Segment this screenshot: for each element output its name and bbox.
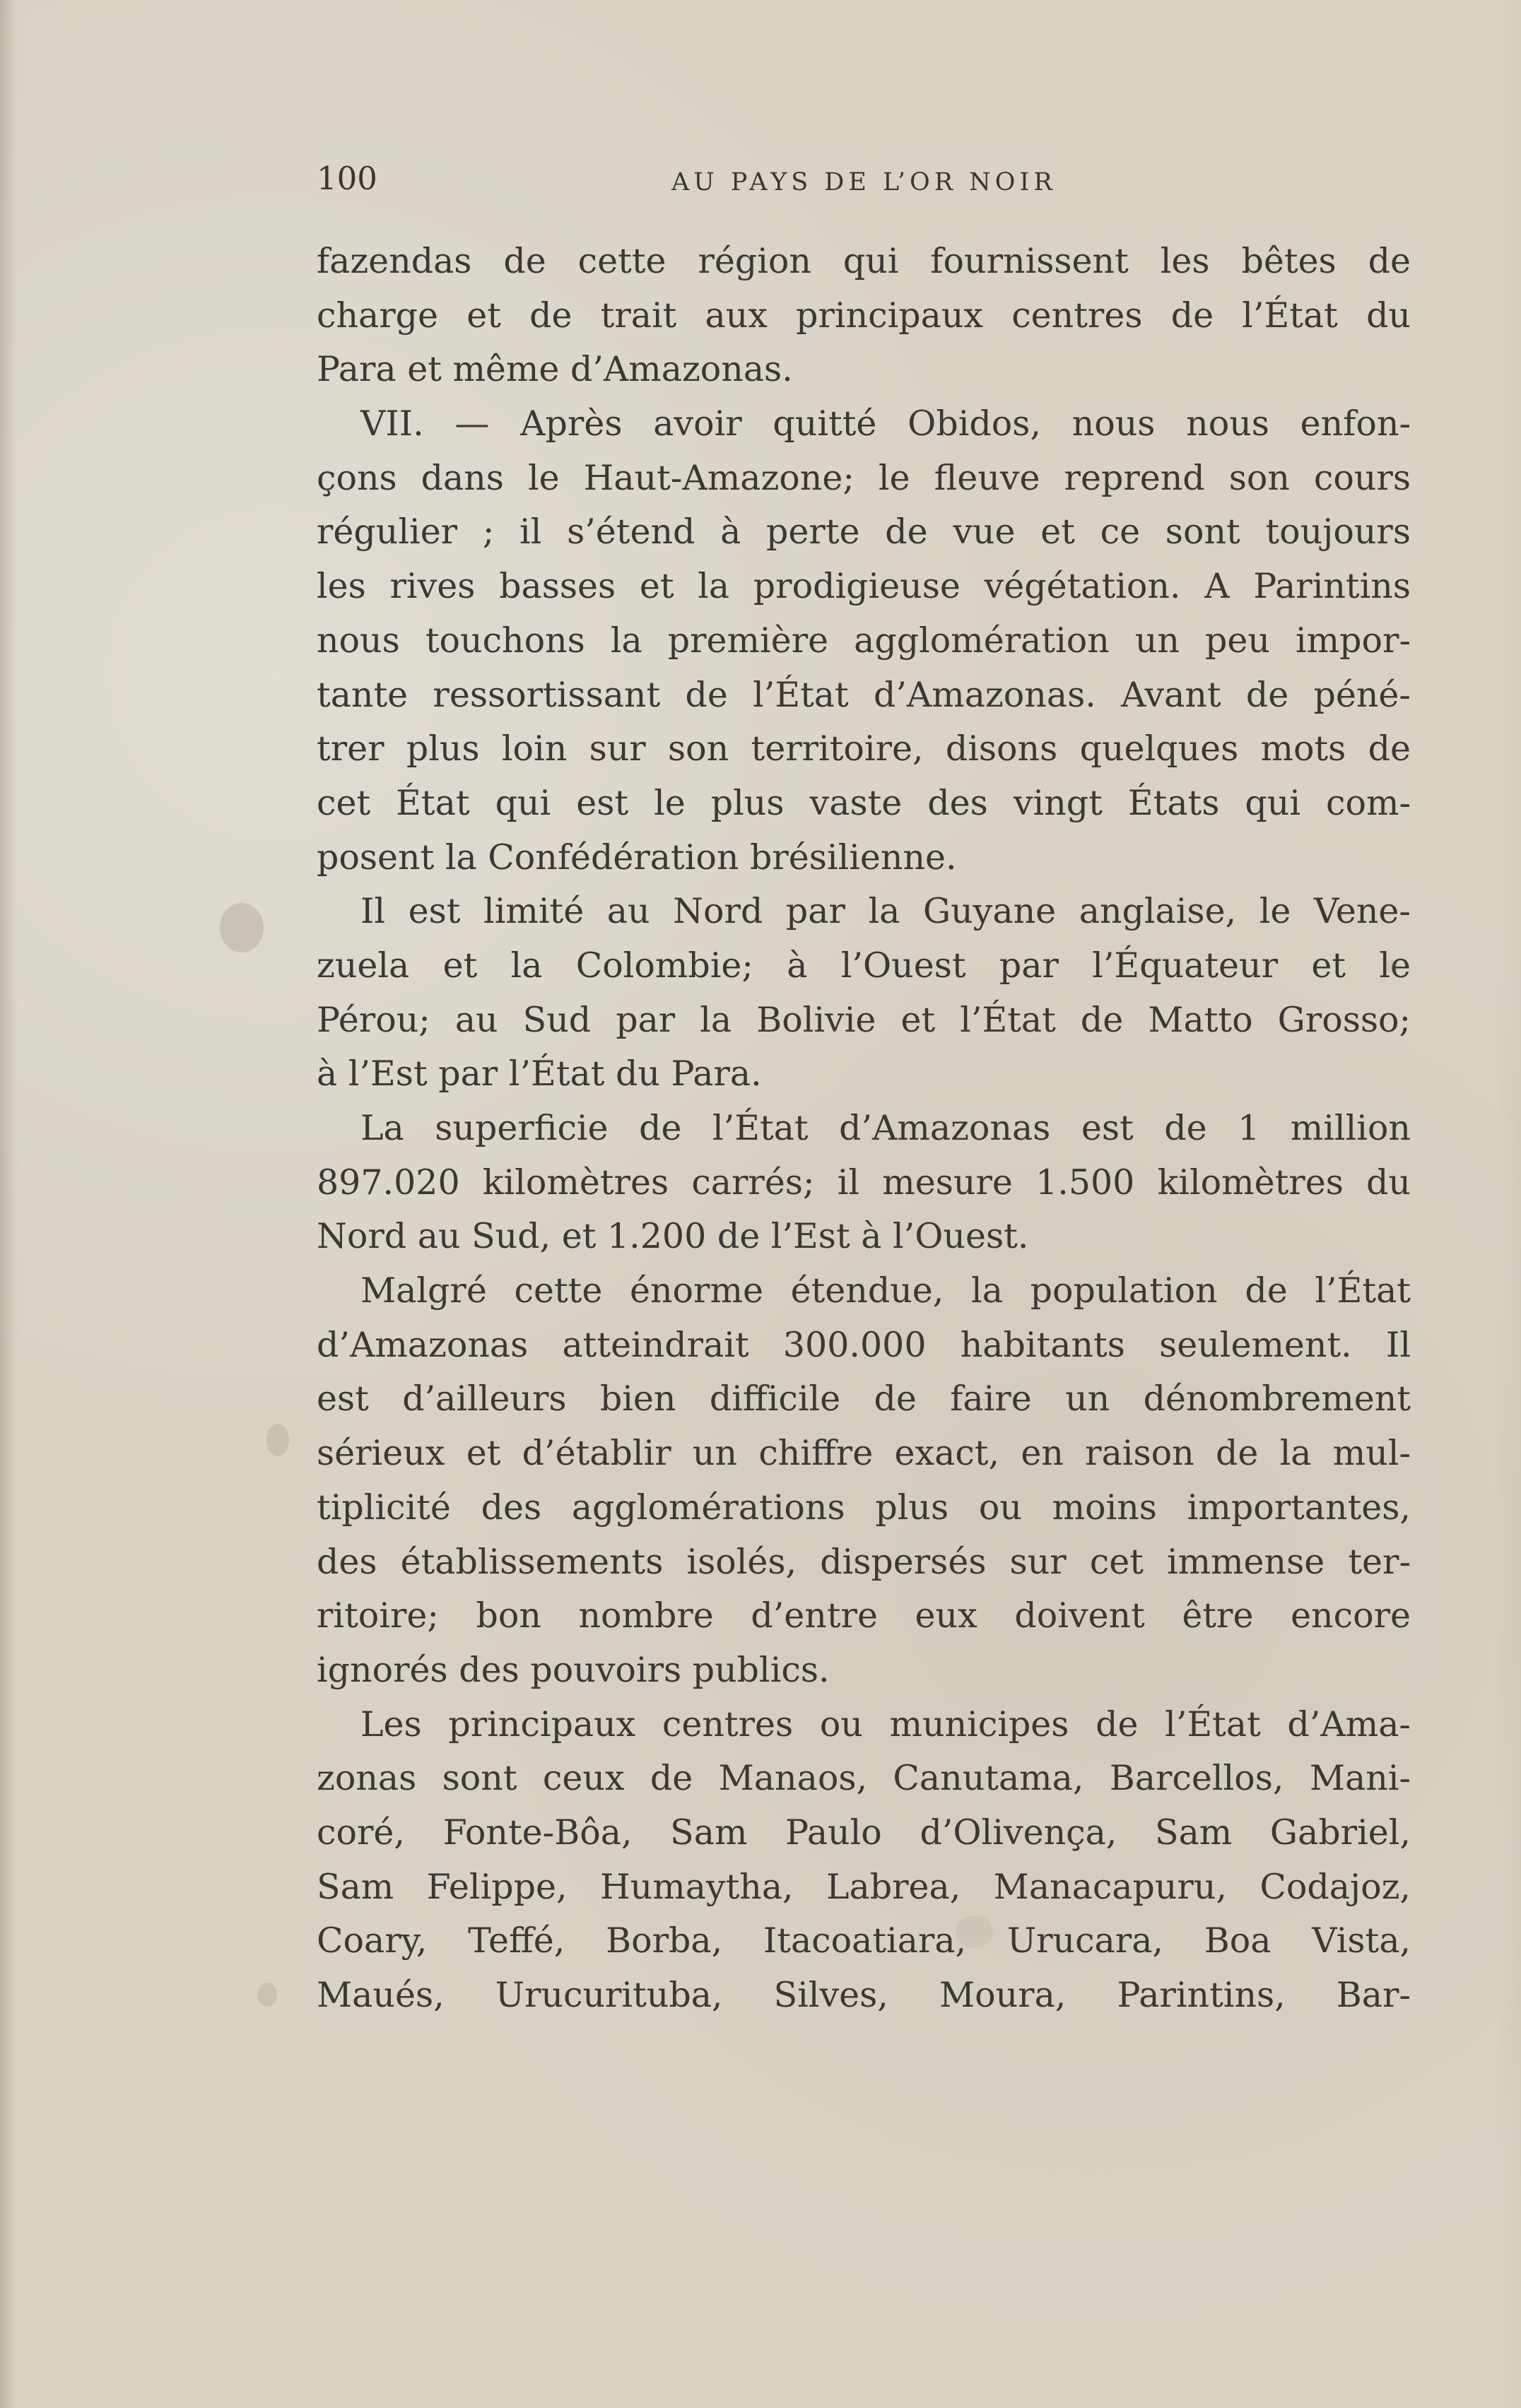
text-line: des établissements isolés, dispersés sur cet immense ter- xyxy=(317,1541,1411,1582)
text-line: sérieux et d’établir un chiffre exact, en raison de la mul- xyxy=(317,1433,1411,1474)
text-line: 897.020 kilomètres carrés; il mesure 1.500 kilomètres du xyxy=(317,1162,1411,1203)
text-line: zonas sont ceux de Manaos, Canutama, Barcellos, Mani- xyxy=(317,1758,1411,1799)
text-line: ignorés des pouvoirs publics. xyxy=(317,1649,830,1690)
text-line: posent la Confédération brésilienne. xyxy=(317,837,957,878)
text-line: est d’ailleurs bien difficile de faire un dénombrement xyxy=(317,1379,1411,1420)
text-line: Coary, Teffé, Borba, Itacoatiara, Urucara, Boa Vista, xyxy=(317,1920,1411,1961)
text-line: régulier ; il s’étend à perte de vue et ce sont toujours xyxy=(317,512,1411,553)
paper-stain xyxy=(956,1916,994,1948)
running-title: AU PAYS DE L’OR NOIR xyxy=(671,168,1057,196)
text-line: zuela et la Colombie; à l’Ouest par l’Équateur et le xyxy=(317,945,1411,986)
page-edge-shadow xyxy=(0,0,16,2408)
text-line: Maués, Urucurituba, Silves, Moura, Parintins, Bar- xyxy=(317,1975,1411,2015)
page-number: 100 xyxy=(317,160,377,197)
text-line: coré, Fonte-Bôa, Sam Paulo d’Olivença, Sam Gabriel, xyxy=(317,1812,1411,1853)
text-line: charge et de trait aux principaux centres de l’État du xyxy=(317,295,1411,336)
text-line: à l’Est par l’État du Para. xyxy=(317,1054,762,1094)
text-line: trer plus loin sur son territoire, disons quelques mots de xyxy=(317,728,1411,769)
text-line: les rives basses et la prodigieuse végétation. A Parintins xyxy=(317,566,1411,607)
text-line: fazendas de cette région qui fournissent les bêtes de xyxy=(317,241,1411,281)
text-line: ritoire; bon nombre d’entre eux doivent être encore xyxy=(317,1595,1411,1636)
paper-stain xyxy=(266,1424,289,1456)
text-line: Para et même d’Amazonas. xyxy=(317,349,793,390)
text-line: nous touchons la première agglomération un peu impor- xyxy=(317,620,1411,661)
paper-stain xyxy=(220,903,264,952)
text-line: Pérou; au Sud par la Bolivie et l’État de Matto Grosso; xyxy=(317,999,1411,1040)
text-line: Il est limité au Nord par la Guyane anglaise, le Vene- xyxy=(360,891,1411,932)
text-line: tiplicité des agglomérations plus ou moins importantes, xyxy=(317,1487,1411,1528)
text-line: Sam Felippe, Humaytha, Labrea, Manacapuru, Codajoz, xyxy=(317,1866,1411,1907)
paper-stain xyxy=(257,1983,277,2007)
text-line: Les principaux centres ou municipes de l’État d’Ama- xyxy=(360,1704,1411,1745)
text-line: Nord au Sud, et 1.200 de l’Est à l’Ouest. xyxy=(317,1216,1029,1257)
text-line: çons dans le Haut-Amazone; le fleuve reprend son cours xyxy=(317,457,1411,498)
body-text xyxy=(317,235,1411,2023)
page-header xyxy=(317,161,1411,203)
text-line: d’Amazonas atteindrait 300.000 habitants seulement. Il xyxy=(317,1324,1411,1365)
paper-stain xyxy=(1385,960,1398,972)
text-line: La superficie de l’État d’Amazonas est de 1 million xyxy=(360,1108,1411,1148)
text-line: tante ressortissant de l’État d’Amazonas. Avant de péné- xyxy=(317,674,1411,715)
text-line: cet État qui est le plus vaste des vingt États qui com- xyxy=(317,782,1411,823)
text-line: VII. — Après avoir quitté Obidos, nous nous enfon- xyxy=(360,403,1411,444)
text-line: Malgré cette énorme étendue, la population de l’État xyxy=(360,1270,1411,1311)
